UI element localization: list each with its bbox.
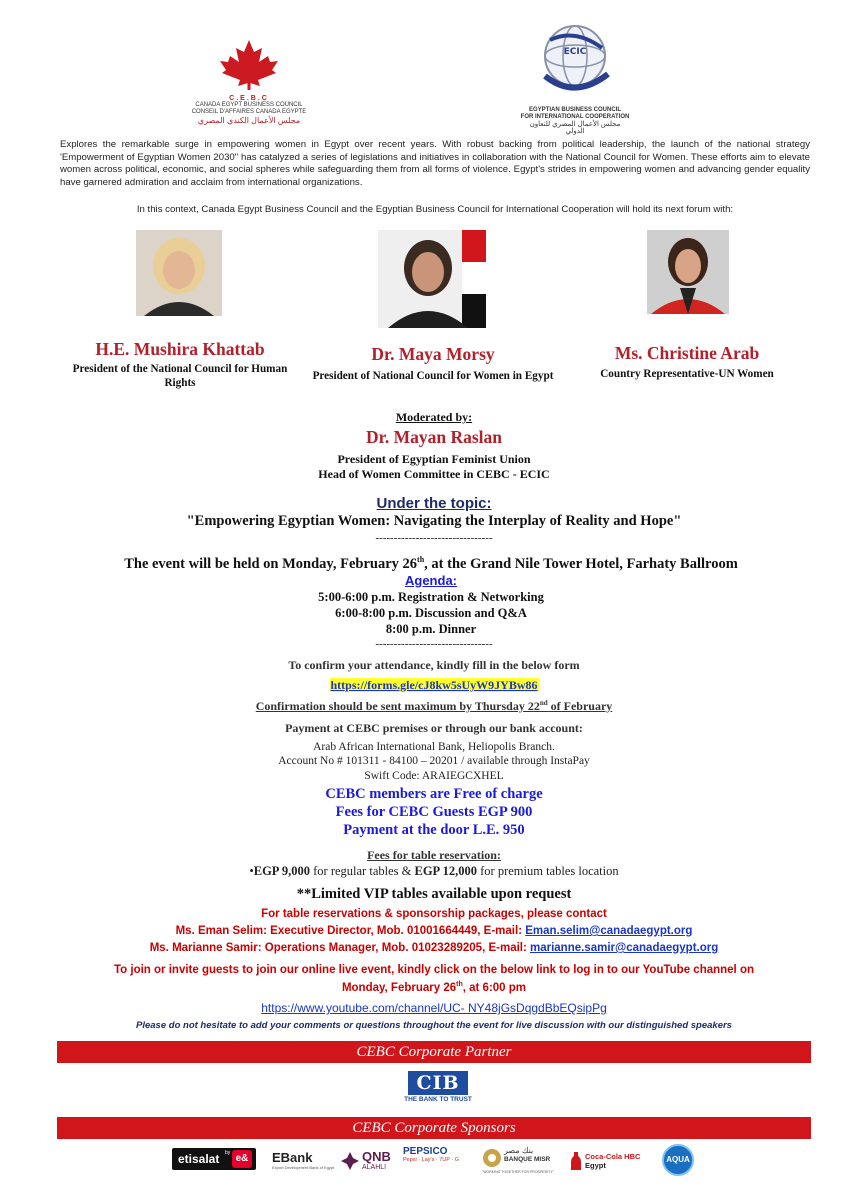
moderator-name: Dr. Mayan Raslan bbox=[366, 427, 502, 447]
speaker-role-morsy: President of National Council for Women in Egypt bbox=[312, 370, 554, 382]
ecic-line2: FOR INTERNATIONAL COOPERATION bbox=[520, 114, 630, 120]
bottle-icon bbox=[570, 1152, 582, 1170]
aqua-logo: AQUA bbox=[662, 1144, 694, 1176]
cib-tagline: THE BANK TO TRUST bbox=[404, 1096, 472, 1103]
youtube-link[interactable]: https://www.youtube.com/channel/UC- NY48jGsDqgdBbEQsipPg bbox=[261, 1001, 607, 1015]
payment-text: Payment at CEBC premises or through our bank account: bbox=[285, 721, 583, 735]
speaker-role-khattab: President of the National Council for Human Rights bbox=[72, 363, 288, 389]
maple-leaf-icon bbox=[186, 36, 312, 90]
tables-vip: **Limited VIP tables available upon request bbox=[296, 886, 572, 902]
speaker-name-arab: Ms. Christine Arab bbox=[614, 343, 760, 363]
email-link-1[interactable]: Eman.selim@canadaegypt.org bbox=[525, 925, 693, 937]
confirm-form-link[interactable]: https://forms.gle/cJ8kw5sUyW9JYBw86 bbox=[330, 678, 538, 692]
agenda-item-3: 8:00 p.m. Dinner bbox=[385, 622, 477, 636]
cebc-line1: CANADA EGYPT BUSINESS COUNCIL bbox=[195, 102, 303, 108]
tables-prices: •EGP 9,000 for regular tables & EGP 12,000 for premium tables location bbox=[249, 864, 619, 878]
agenda-item-2: 6:00-8:00 p.m. Discussion and Q&A bbox=[335, 606, 527, 620]
moderator-role2: Head of Women Committee in CEBC - ECIC bbox=[318, 467, 550, 481]
ebank-logo: EBank Export Development Bank of Egypt bbox=[272, 1150, 335, 1170]
event-line: The event will be held on Monday, February 26th, at the Grand Nile Tower Hotel, Farhaty Ballroom bbox=[124, 555, 738, 572]
agenda-label: Agenda: bbox=[405, 573, 457, 588]
speaker-photo-arab bbox=[647, 230, 729, 314]
topic-label: Under the topic: bbox=[376, 495, 492, 512]
ecic-line1: EGYPTIAN BUSINESS COUNCIL bbox=[528, 107, 621, 113]
contact-person2: Ms. Marianne Samir: Operations Manager, Mob. 01023289205, E-mail: marianne.samir@canadaegypt.org bbox=[149, 942, 719, 954]
payment-members: CEBC members are Free of charge bbox=[325, 786, 543, 802]
topic-title: "Empowering Egyptian Women: Navigating the Interplay of Reality and Hope" bbox=[186, 513, 682, 529]
svg-text:ECIC: ECIC bbox=[563, 47, 587, 57]
payment-guests: Fees for CEBC Guests EGP 900 bbox=[335, 804, 533, 820]
qnb-mark-icon bbox=[340, 1151, 360, 1171]
divider-1: -------------------------------- bbox=[375, 532, 493, 544]
confirm-link-wrap bbox=[0, 676, 868, 694]
payment-swift: Swift Code: ARAIEGCXHEL bbox=[364, 770, 504, 782]
tables-label: Fees for table reservation: bbox=[367, 848, 501, 862]
cebc-arabic: مجلس الأعمال الكندي المصري bbox=[197, 116, 301, 125]
ecic-logo bbox=[520, 18, 630, 135]
banque-misr-logo: بنك مصر BANQUE MISR "WORKING TOGETHER FOR PROSPERITY" bbox=[482, 1146, 554, 1174]
live-note: Please do not hesitate to add your comments or questions throughout the event for live discussion with our distinguished speakers bbox=[136, 1020, 732, 1031]
payment-account: Account No # 101311 - 84100 – 20201 / available through InstaPay bbox=[278, 755, 590, 767]
cebc-letters: C.E.B.C bbox=[229, 95, 269, 102]
cocacola-logo: Coca-Cola HBC Egypt bbox=[570, 1150, 654, 1174]
speaker-name-morsy: Dr. Maya Morsy bbox=[371, 344, 495, 364]
contact-person1: Ms. Eman Selim: Executive Director, Mob. 01001664449, E-mail: Eman.selim@canadaegypt.org bbox=[175, 925, 693, 937]
contact-heading: For table reservations & sponsorship packages, please contact bbox=[261, 908, 607, 920]
cebc-line2: CONSEIL D'AFFAIRES CANADA EGYPTE bbox=[191, 109, 307, 115]
confirm-deadline: Confirmation should be sent maximum by Thursday 22nd of February bbox=[255, 699, 613, 713]
globe-icon bbox=[520, 18, 630, 102]
moderator-label: Moderated by: bbox=[395, 410, 473, 424]
etisalat-logo: etisalat by e& bbox=[172, 1148, 256, 1170]
email-link-2[interactable]: marianne.samir@canadaegypt.org bbox=[530, 942, 719, 954]
moderator-role1: President of Egyptian Feminist Union bbox=[337, 452, 531, 466]
speaker-role-arab: Country Representative-UN Women bbox=[600, 368, 774, 380]
payment-bank: Arab African International Bank, Heliopolis Branch. bbox=[313, 741, 555, 753]
confirm-text: To confirm your attendance, kindly fill in the below form bbox=[288, 658, 580, 672]
live-line1: To join or invite guests to join our online live event, kindly click on the below link to log in to our YouTube channel on bbox=[114, 964, 754, 976]
sponsors-bar: CEBC Corporate Sponsors bbox=[57, 1117, 811, 1139]
ecic-arabic: مجلس الأعمال المصري للتعاون الدولي bbox=[529, 121, 621, 135]
divider-2: -------------------------------- bbox=[375, 638, 493, 650]
speaker-photo-morsy bbox=[378, 230, 486, 328]
speaker-name-khattab: H.E. Mushira Khattab bbox=[95, 339, 265, 359]
cebc-logo bbox=[186, 36, 312, 126]
intro-context: In this context, Canada Egypt Business Council and the Egyptian Business Council for International Cooperation will hold its next forum with: bbox=[136, 204, 734, 215]
banque-misr-mark-icon bbox=[482, 1148, 502, 1168]
pepsico-logo: PEPSICO Pepsi · Lay's · 7UP · G bbox=[403, 1146, 459, 1163]
live-link-wrap bbox=[0, 1001, 868, 1015]
cib-logo: CIB bbox=[408, 1071, 468, 1095]
qnb-logo: QNB ALAHLI bbox=[340, 1148, 400, 1174]
live-line2: Monday, February 26th, at 6:00 pm bbox=[341, 981, 527, 994]
intro-paragraph: Explores the remarkable surge in empowering women in Egypt over recent years. With robust backing from political leadership, the launch of the national strategy 'Empowerment of Egyptian Women 2030" has catalyzed a series of legislations and initiatives in collaboration with the National Council for Women. These efforts aim to elevate women across political, economic, and social spheres while safeguarding them from all forms of violence. Egypt's strides in empowering women and advancing gender equality have garnered admiration and acclaim from international organizations. bbox=[60, 139, 810, 188]
partner-bar: CEBC Corporate Partner bbox=[57, 1041, 811, 1063]
agenda-item-1: 5:00-6:00 p.m. Registration & Networking bbox=[318, 590, 544, 604]
speaker-photo-khattab bbox=[136, 230, 222, 316]
payment-door: Payment at the door L.E. 950 bbox=[343, 822, 525, 838]
